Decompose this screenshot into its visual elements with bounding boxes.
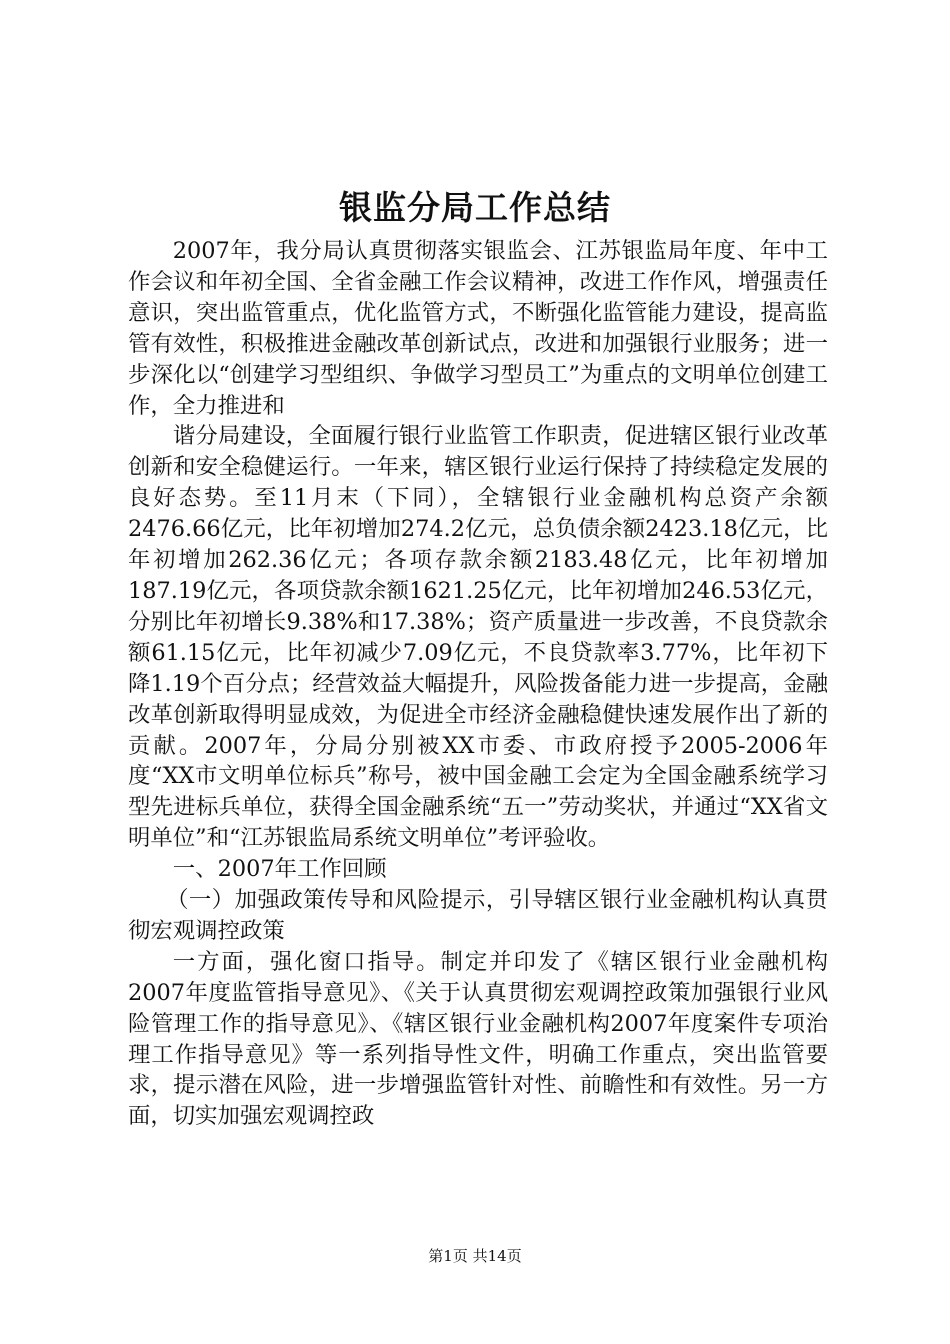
document-body: [128, 236, 828, 1132]
paragraph-guidance: 一方面，强化窗口指导。制定并印发了《辖区银行业金融机构2007年度监管指导意见》、《关于认真贯彻宏观调控政策加强银行业风险管理工作的指导意见》、《辖区银行业金融机构2007年度案件专项治理工作指导意见》等一系列指导性文件，明确工作重点，突出监管要求，提示潜在风险，进一步增强监管针对性、前瞻性和有效性。另一方面，切实加强宏观调控政: [128, 948, 828, 1130]
page-footer: 第1页 共14页: [428, 1247, 522, 1265]
subsection-heading-policy: （一）加强政策传导和风险提示，引导辖区银行业金融机构认真贯彻宏观调控政策: [128, 887, 828, 944]
document-title: 银监分局工作总结: [339, 188, 611, 227]
section-heading-review: 一、2007年工作回顾: [172, 856, 387, 883]
paragraph-intro: 2007年，我分局认真贯彻落实银监会、江苏银监局年度、年中工作会议和年初全国、全省金融工作会议精神，改进工作作风，增强责任意识，突出监管重点，优化监管方式，不断强化监管能力建设，提高监管有效性，积极推进金融改革创新试点，改进和加强银行业服务；进一步深化以“创建学习型组织、争做学习型员工”为重点的文明单位创建工作，全力推进和: [128, 238, 828, 419]
paragraph-summary: 谐分局建设，全面履行银行业监管工作职责，促进辖区银行业改革创新和安全稳健运行。一年来，辖区银行业运行保持了持续稳定发展的良好态势。至11月末（下同），全辖银行业金融机构总资产余额2476.66亿元，比年初增加274.2亿元，总负债余额2423.18亿元，比年初增加262.36亿元；各项存款余额2183.48亿元，比年初增加187.19亿元，各项贷款余额1621.25亿元，比年初增加246.53亿元，分别比年初增长9.38%和17.38%；资产质量进一步改善，不良贷款余额61.15亿元，比年初减少7.09亿元，不良贷款率3.77%，比年初下降1.19个百分点；经营效益大幅提升，风险拨备能力进一步提高，金融改革创新取得明显成效，为促进全市经济金融稳健快速发展作出了新的贡献。2007年，分局分别被XX市委、市政府授予2005-2006年度“XX市文明单位标兵”称号，被中国金融工会定为全国金融系统学习型先进标兵单位，获得全国金融系统“五一”劳动奖状，并通过“XX省文明单位”和“江苏银监局系统文明单位”考评验收。: [128, 423, 828, 852]
